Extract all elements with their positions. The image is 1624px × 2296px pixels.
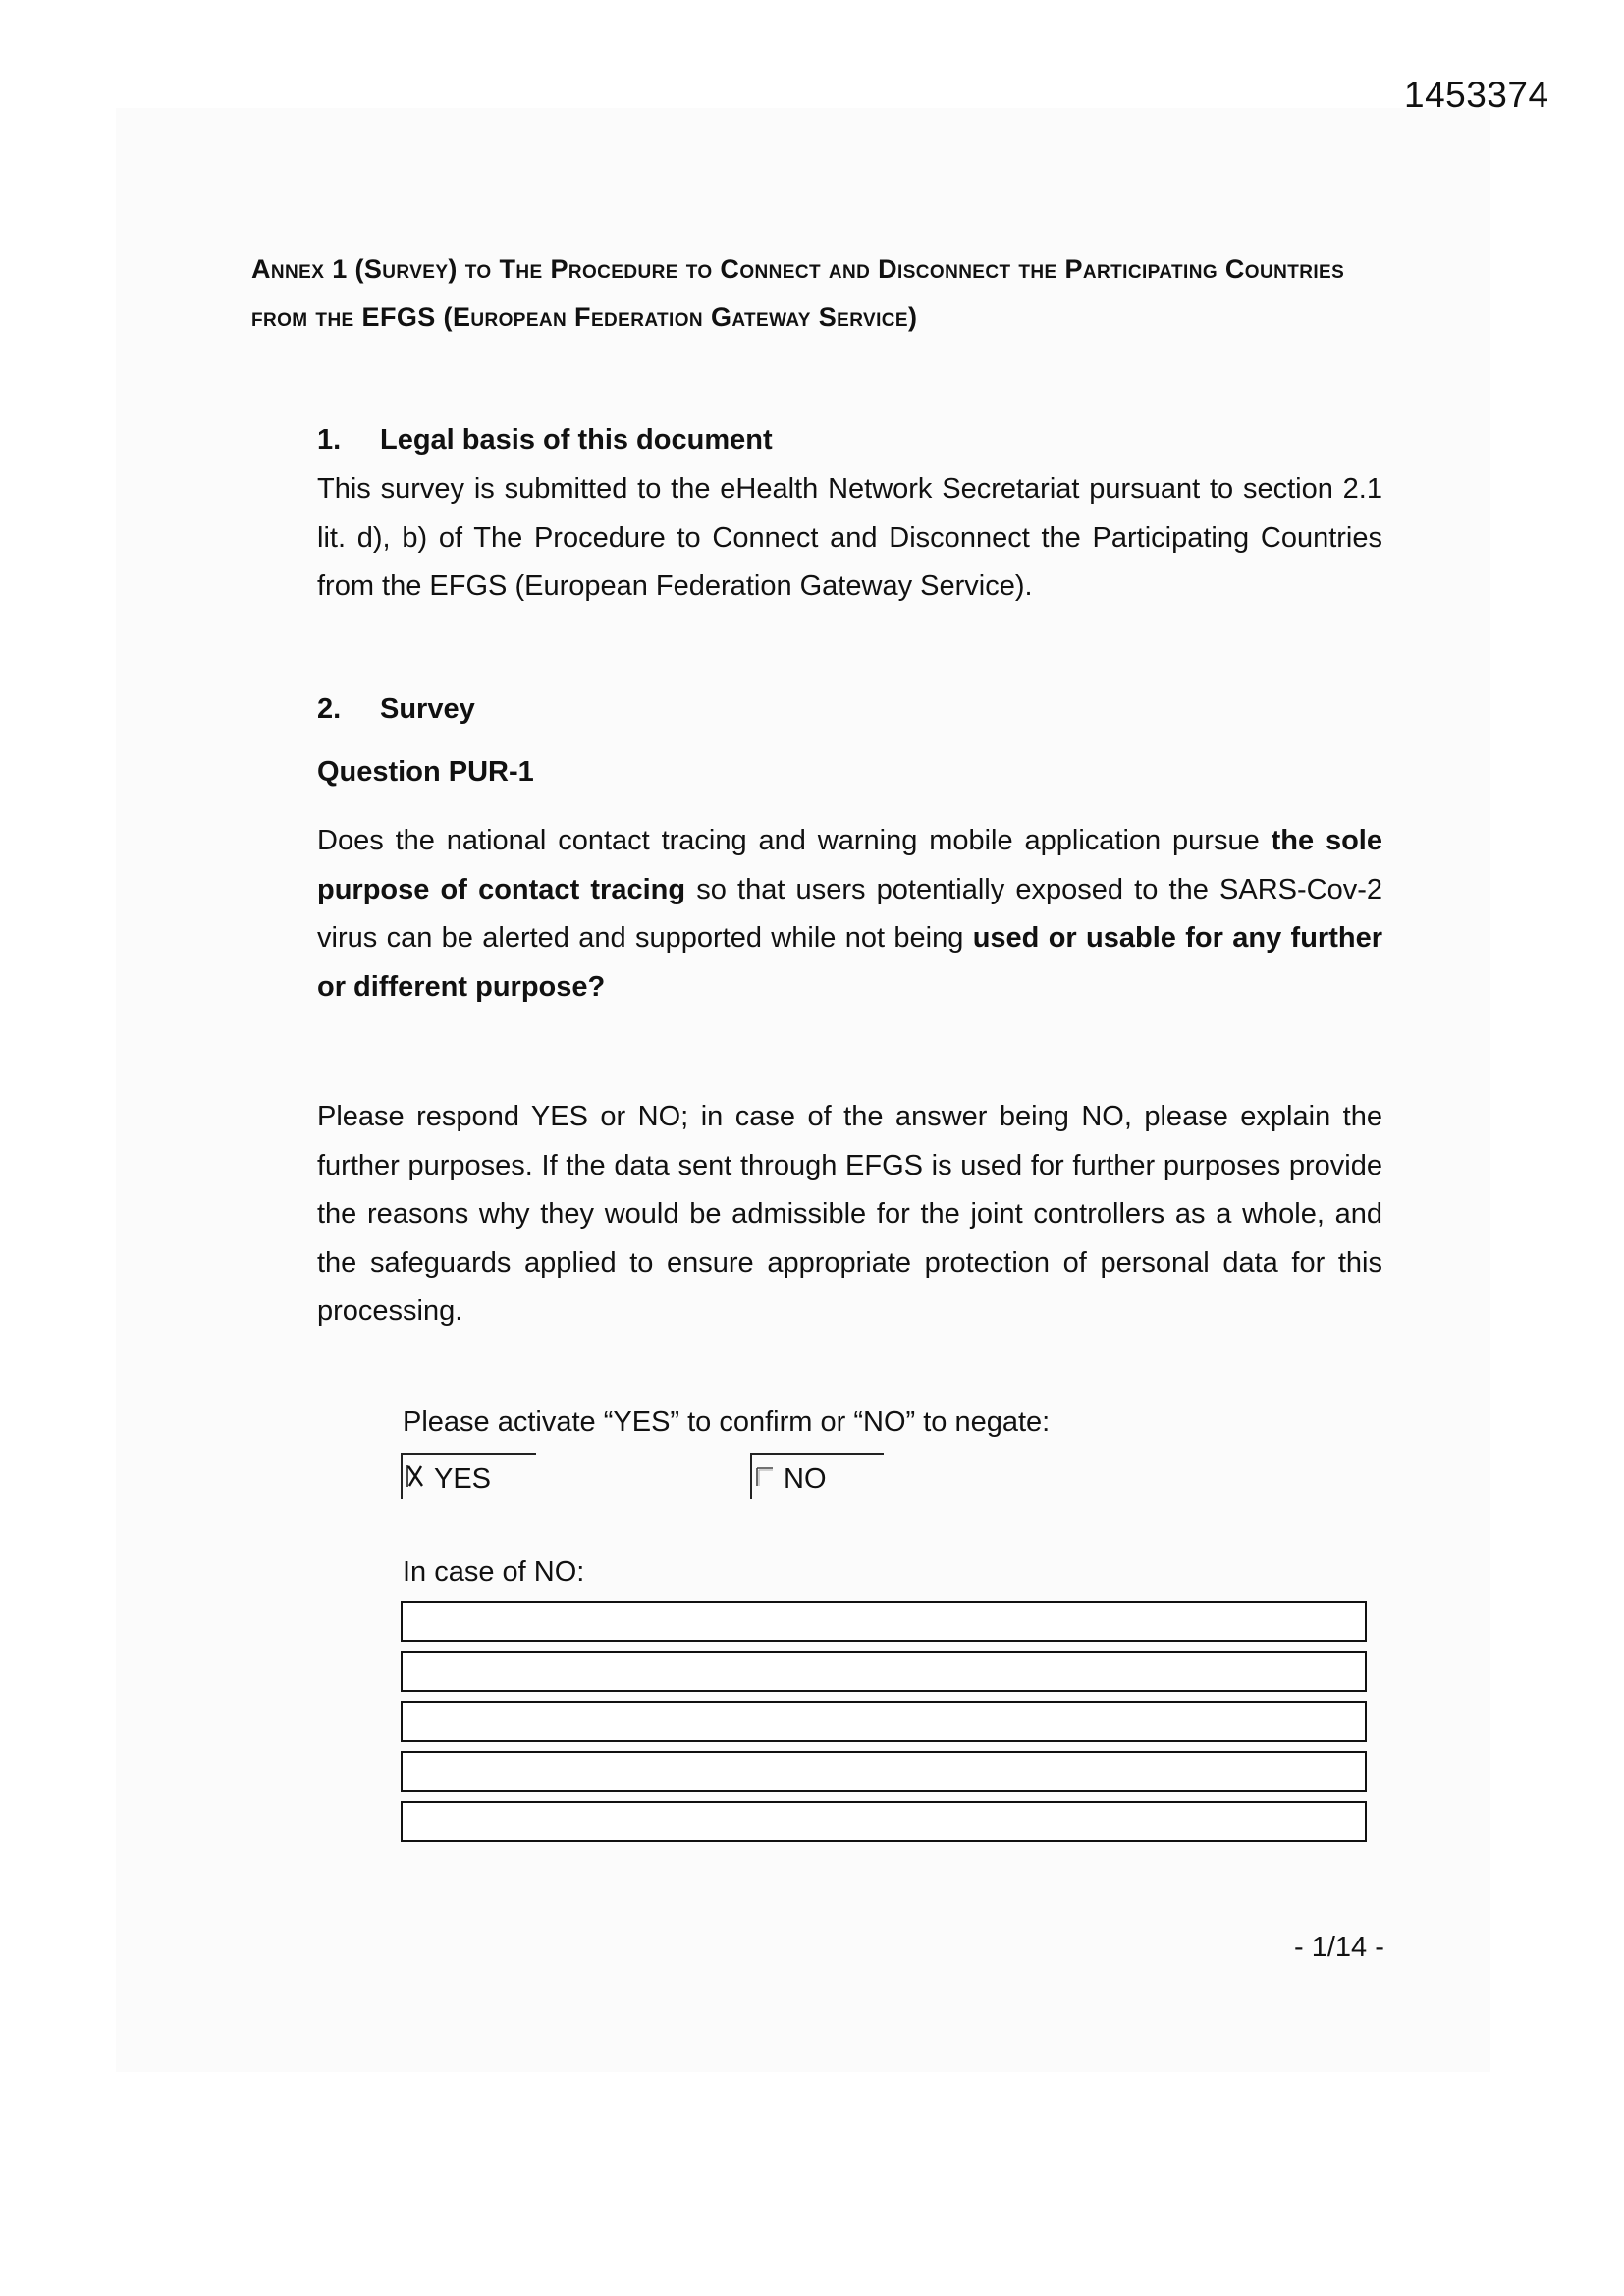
explanation-fields [401, 1601, 1367, 1851]
no-option[interactable] [750, 1453, 884, 1499]
question-text-part: Does the national contact tracing and warning mobile application pursue [317, 825, 1272, 856]
explanation-field-2[interactable] [401, 1651, 1367, 1692]
document-number: 1453374 [1404, 75, 1549, 115]
question-text-emphasis: the sole purpose of contact tracing [317, 825, 1382, 905]
section-2-number: 2. [317, 693, 342, 725]
yes-checkbox[interactable] [406, 1463, 424, 1485]
yes-label: YES [434, 1463, 492, 1495]
case-no-label: In case of NO: [403, 1557, 585, 1588]
form-prompt: Please activate “YES” to confirm or “NO” to negate: [403, 1406, 1051, 1438]
section-1-number: 1. [317, 424, 342, 456]
question-text-part: so that users potentially exposed to the SARS-Cov-2 virus can be alerted and supported while not being [317, 873, 1382, 955]
question-text-emphasis: used or usable for any further or different purpose? [317, 922, 1383, 1003]
question-instructions: Please respond YES or NO; in case of the answer being NO, please explain the further purposes. If the data sent through EFGS is used for further purposes provide the reasons why they would be admissible for the joint controllers as a whole, and the safeguards applied to ensure appropriate protection of personal data for this processing. [317, 1101, 1382, 1328]
section-1-body: This survey is submitted to the eHealth Network Secretariat pursuant to section 2.1 lit. d), b) of The Procedure to Connect and Disconnect the Participating Countries from the EFGS (European Federation Gateway Service). [317, 473, 1382, 603]
question-text [317, 817, 1382, 1011]
question-label: Question PUR-1 [317, 756, 534, 788]
checkmark-x-icon [406, 1464, 424, 1488]
empty-checkbox-icon [756, 1464, 774, 1488]
explanation-field-4[interactable] [401, 1751, 1367, 1792]
explanation-field-5[interactable] [401, 1801, 1367, 1842]
section-2-title: Survey [380, 693, 475, 725]
no-checkbox[interactable] [756, 1463, 774, 1485]
explanation-field-3[interactable] [401, 1701, 1367, 1742]
section-1-title: Legal basis of this document [380, 424, 773, 456]
no-label: NO [784, 1463, 827, 1495]
section-2-heading [317, 693, 475, 726]
annex-title: Annex 1 (Survey) to The Procedure to Connect and Disconnect the Participating Countries from the EFGS (European Federation Gateway Service) [251, 254, 1345, 332]
page-number: - 1/14 - [1294, 1932, 1384, 1963]
explanation-field-1[interactable] [401, 1601, 1367, 1642]
section-1-heading [317, 424, 773, 457]
yes-option[interactable] [401, 1453, 536, 1499]
